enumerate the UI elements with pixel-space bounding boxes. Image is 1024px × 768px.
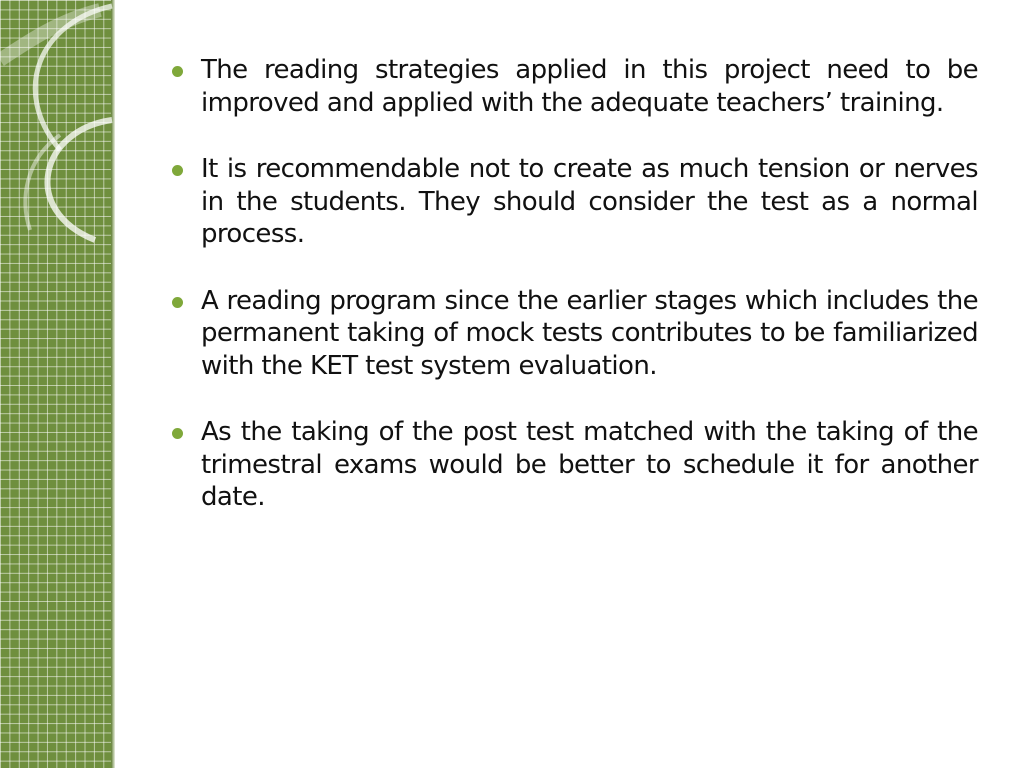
- decorative-grid-strip: [0, 0, 113, 768]
- list-item: [172, 54, 978, 119]
- bullet-text: It is recommendable not to create as much tension or nerves in the students. They should consider the test as a normal process.: [201, 154, 978, 249]
- list-item: [172, 285, 978, 383]
- list-item: [172, 416, 978, 514]
- strip-edge-divider: [111, 0, 115, 768]
- bullet-text: A reading program since the earlier stages which includes the permanent taking of mock tests contributes to be familiarized with the KET test system evaluation.: [201, 285, 978, 381]
- list-item: [172, 153, 978, 251]
- bullet-text: As the taking of the post test matched with the taking of the trimestral exams would be better to schedule it for another date.: [201, 417, 978, 512]
- bullet-dot-icon: [172, 428, 183, 439]
- bullet-list: [172, 54, 978, 514]
- bullet-text: The reading strategies applied in this project need to be improved and applied with the adequate teachers’ training.: [201, 55, 978, 118]
- bullet-dot-icon: [172, 297, 183, 308]
- bullet-dot-icon: [172, 165, 183, 176]
- bullet-content: [172, 54, 978, 548]
- bullet-dot-icon: [172, 66, 183, 77]
